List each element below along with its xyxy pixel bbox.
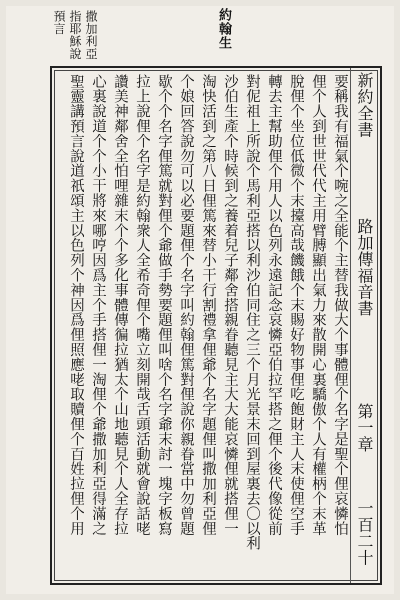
scanned-page: [6, 6, 394, 594]
text-column: 拉上說俚个名字是約翰衆人全希奇俚个嘴立刻開哉舌頭活動就會說話咾: [134, 74, 150, 536]
text-column: 對伲祖上所說个馬利亞搭以利沙伯同住之三个月光景末回到屋裏去〇以利: [244, 74, 260, 551]
top-title: 約翰生: [216, 8, 231, 50]
top-annotation-block: [44, 6, 104, 64]
text-column: 脫俚个坐位低微个末擡高哉饑餓个末賜好物事俚吃飽財主人末使俚空手: [288, 74, 304, 536]
page-number: 一百二十: [355, 500, 374, 566]
text-column: 俚个人到世世代代主用臂膊顯出氣力來散開心裏驕傲个人有權柄个末革: [310, 74, 326, 536]
text-column: 沙伯生產个時候到之養着兒子鄰舍搭親眷聽見主大大能哀憐俚就搭俚一: [222, 74, 238, 536]
text-column: 淘快活到之第八日俚篤來替小干行割禮拿俚爺个名字題俚叫撒加利亞俚: [200, 74, 216, 536]
top-annotation-middle: 指耶穌說: [68, 10, 82, 60]
text-column: 聖靈講預言說道祇頌主以色列个神因爲俚照應咾取贖俚个百姓拉俚个用: [68, 74, 84, 536]
top-annotation-left: 預言: [52, 10, 66, 35]
text-frame: [50, 66, 382, 585]
book-title: 新約全書: [355, 72, 374, 138]
text-column: 轉去主幫助俚个用人以色列永遠記念哀憐亞伯拉罕搭之俚个後代像從前: [266, 74, 282, 536]
text-column: 个娘回答說勿可以必要題俚个名字叫約翰俚篤對俚說你親眷當中勿曾題: [178, 74, 194, 536]
text-column: 讚美神鄰舍全怕哩雜末个个多化事體傳徧拉猶太个山地聽見个人全存拉: [112, 74, 128, 536]
top-annotation-right: 撒加利亞: [84, 10, 98, 60]
text-column: 歇个个名字俚篤就對俚个爺做手勢要題俚叫啥个名字爺末討一塊字板寫: [156, 74, 172, 536]
text-column: 心裏說道个个小干將來哪哼因爲主个手搭俚一淘俚个爺撒加利亞得滿之: [90, 74, 106, 536]
chapter-book-title: 路加傳福音書: [355, 218, 374, 317]
header-column: [352, 68, 378, 583]
chapter-label: 第一章: [355, 403, 374, 453]
text-column: 要稱我有福氣个啘之全能个主替我做大个事體俚个名字是聖个俚哀憐怕: [332, 74, 348, 536]
header-divider: [350, 68, 351, 583]
